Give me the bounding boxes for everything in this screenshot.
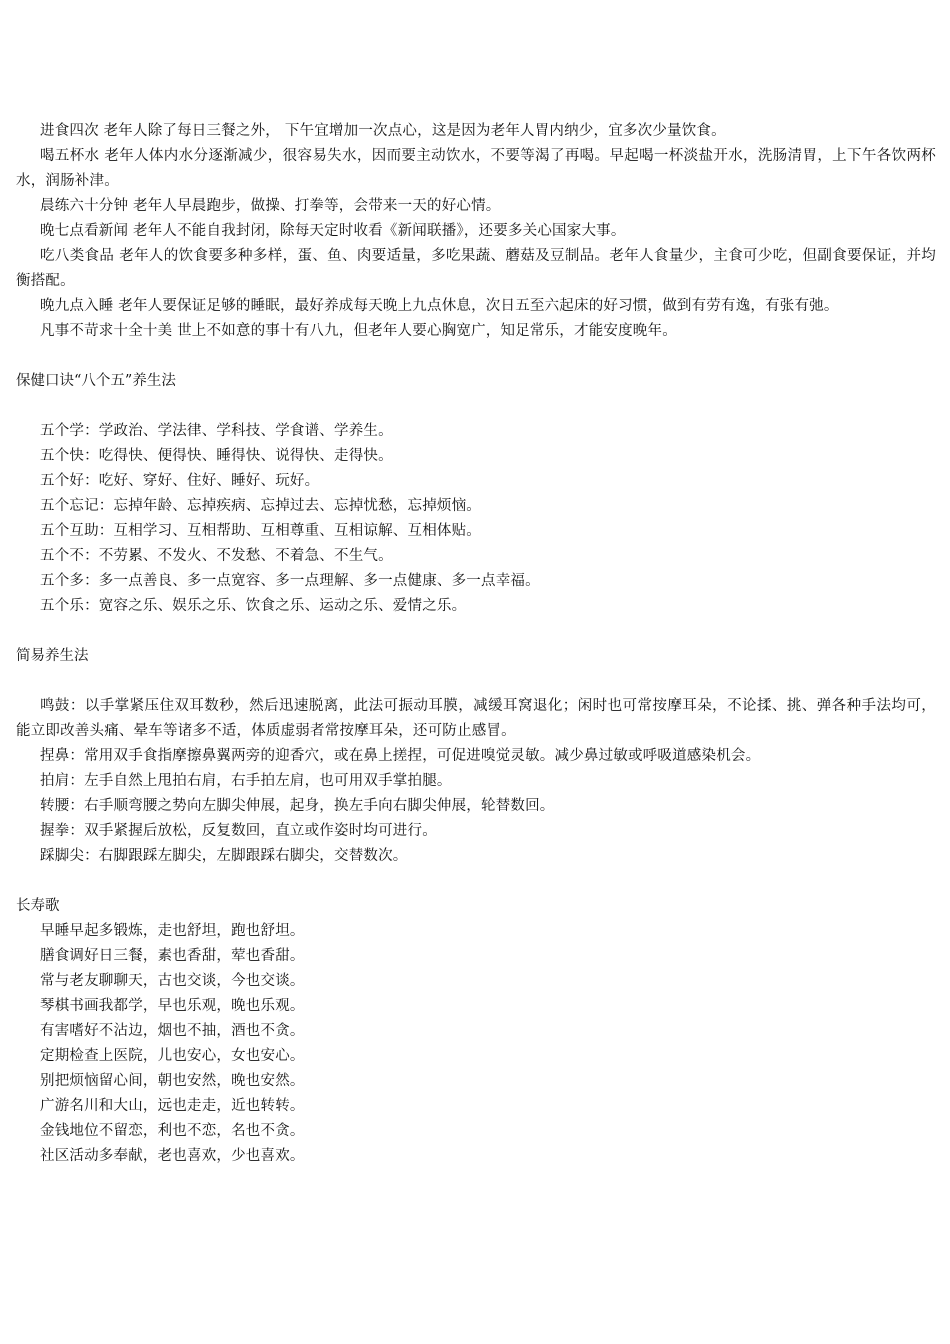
list-item: 五个互助：互相学习、互相帮助、互相尊重、互相谅解、互相体贴。 <box>40 523 481 539</box>
poem-line: 早睡早起多锻炼，走也舒坦，跑也舒坦。 <box>40 923 305 939</box>
poem-line: 别把烦恼留心间，朝也安然，晚也安然。 <box>40 1073 305 1089</box>
longevity-song <box>16 919 936 1169</box>
paragraph: 喝五杯水 老年人体内水分逐渐减少，很容易失水，因而要主动饮水，不要等渴了再喝。早起喝一杯淡盐开水，洗肠清胃，上下午各饮两杯水，润肠补津。 <box>16 148 936 189</box>
list-item: 转腰：右手顺弯腰之势向左脚尖伸展，起身，换左手向右脚尖伸展，轮替数回。 <box>40 798 555 814</box>
section-heading: 简易养生法 <box>16 648 89 664</box>
list-item: 捏鼻：常用双手食指摩擦鼻翼两旁的迎香穴，或在鼻上搓捏，可促进嗅觉灵敏。减少鼻过敏或呼吸道感染机会。 <box>40 748 761 764</box>
paragraph: 晚七点看新闻 老年人不能自我封闭，除每天定时收看《新闻联播》，还要多关心国家大事。 <box>40 223 626 239</box>
daily-habits-section <box>16 119 936 344</box>
paragraph: 进食四次 老年人除了每日三餐之外， 下午宜增加一次点心，这是因为老年人胃内纳少，宜多次少量饮食。 <box>40 123 726 139</box>
paragraph: 晚九点入睡 老年人要保证足够的睡眠，最好养成每天晚上九点休息，次日五至六起床的好习惯，做到有劳有逸，有张有弛。 <box>40 298 839 314</box>
list-item: 五个快：吃得快、便得快、睡得快、说得快、走得快。 <box>40 448 393 464</box>
list-item: 五个不：不劳累、不发火、不发愁、不着急、不生气。 <box>40 548 393 564</box>
poem-line: 金钱地位不留恋，利也不恋，名也不贪。 <box>40 1123 305 1139</box>
poem-line: 广游名川和大山，远也走走，近也转转。 <box>40 1098 305 1114</box>
list-item: 五个乐：宽容之乐、娱乐之乐、饮食之乐、运动之乐、爱情之乐。 <box>40 598 467 614</box>
list-item: 五个好：吃好、穿好、住好、睡好、玩好。 <box>40 473 320 489</box>
poem-line: 有害嗜好不沾边，烟也不抽，酒也不贪。 <box>40 1023 305 1039</box>
spacer <box>16 669 936 694</box>
poem-line: 常与老友聊聊天，古也交谈，今也交谈。 <box>40 973 305 989</box>
poem-line: 社区活动多奉献，老也喜欢，少也喜欢。 <box>40 1148 305 1164</box>
list-item: 鸣鼓：以手掌紧压住双耳数秒，然后迅速脱离，此法可振动耳膜，减缓耳窝退化；闲时也可常按摩耳朵，不论揉、挑、弹各种手法均可，能立即改善头痛、晕车等诸多不适，体质虚弱者常按摩耳朵，还可防止感冒。 <box>16 698 936 739</box>
paragraph: 吃八类食品 老年人的饮食要多种多样，蛋、鱼、肉要适量，多吃果蔬、蘑菇及豆制品。老年人食量少，主食可少吃，但副食要保证，并均衡搭配。 <box>16 248 936 289</box>
poem-line: 膳食调好日三餐，素也香甜，荤也香甜。 <box>40 948 305 964</box>
section-heading: 长寿歌 <box>16 898 60 914</box>
poem-line: 琴棋书画我都学，早也乐观，晚也乐观。 <box>40 998 305 1014</box>
list-item: 五个多：多一点善良、多一点宽容、多一点理解、多一点健康、多一点幸福。 <box>40 573 540 589</box>
simple-health-list <box>16 694 936 869</box>
paragraph: 凡事不苛求十全十美 世上不如意的事十有八九，但老年人要心胸宽广，知足常乐，才能安度晚年。 <box>40 323 677 339</box>
list-item: 五个学：学政治、学法律、学科技、学食谱、学养生。 <box>40 423 393 439</box>
eight-fives-list <box>16 419 936 619</box>
document-page <box>16 119 936 1169</box>
spacer <box>16 394 936 419</box>
list-item: 握拳：双手紧握后放松，反复数回，直立或作姿时均可进行。 <box>40 823 437 839</box>
section-heading: 保健口诀“八个五”养生法 <box>16 373 176 389</box>
list-item: 踩脚尖：右脚跟踩左脚尖，左脚跟踩右脚尖，交替数次。 <box>40 848 408 864</box>
paragraph: 晨练六十分钟 老年人早晨跑步，做操、打拳等，会带来一天的好心情。 <box>40 198 501 214</box>
list-item: 五个忘记：忘掉年龄、忘掉疾病、忘掉过去、忘掉忧愁，忘掉烦恼。 <box>40 498 481 514</box>
poem-line: 定期检查上医院，儿也安心，女也安心。 <box>40 1048 305 1064</box>
list-item: 拍肩：左手自然上甩拍右肩，右手拍左肩，也可用双手掌拍腿。 <box>40 773 452 789</box>
